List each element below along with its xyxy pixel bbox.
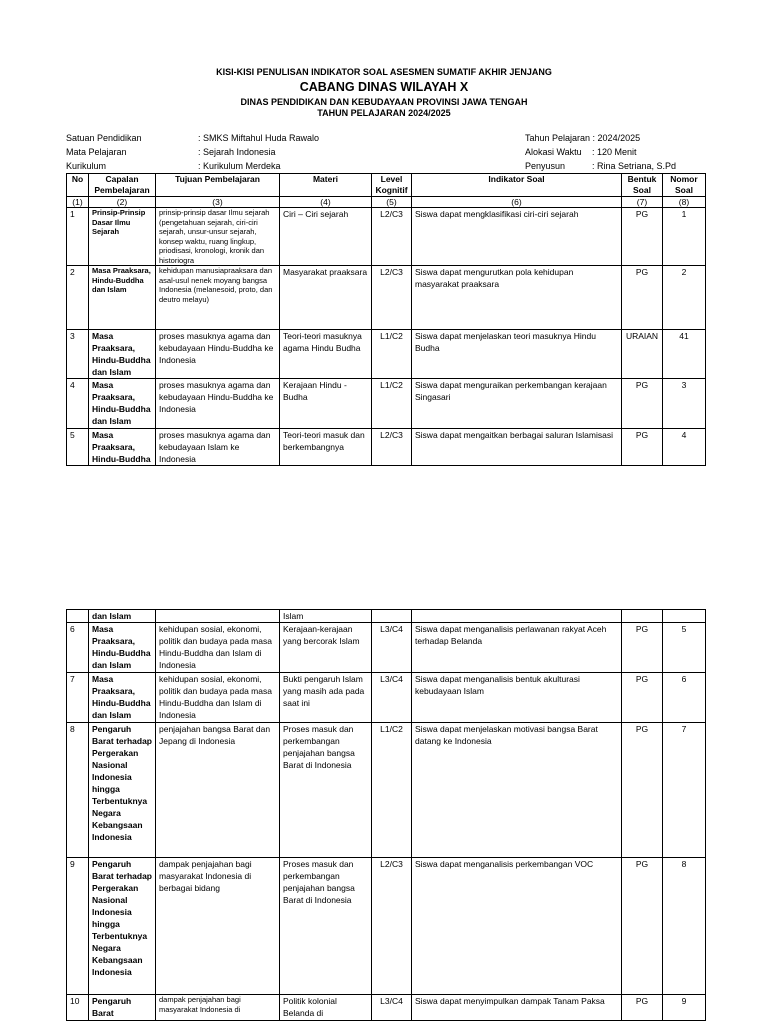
row-level: L2/C3 (372, 208, 412, 266)
row-capaian: Masa Praaksara, Hindu-Buddha (89, 429, 156, 466)
row-bentuk: PG (622, 858, 663, 995)
row-nomor: 9 (663, 995, 706, 1021)
row-capaian: dan Islam (89, 610, 156, 623)
row-bentuk: PG (622, 266, 663, 330)
row-no: 2 (67, 266, 89, 330)
row-materi: Teori-teori masuknya agama Hindu Budha (280, 330, 372, 379)
col-header-no: No (67, 174, 89, 197)
row-tujuan: dampak penjajahan bagi masyarakat Indonesia di (156, 995, 280, 1021)
row-indikator: Siswa dapat mengaitkan berbagai saluran Islamisasi (412, 429, 622, 466)
row-capaian: Pengaruh Barat (89, 995, 156, 1021)
col-number: (1) (67, 197, 89, 208)
col-number: (2) (89, 197, 156, 208)
row-capaian: Masa Praaksara, Hindu-Buddha dan Islam (89, 673, 156, 723)
col-number: (7) (622, 197, 663, 208)
row-no: 4 (67, 379, 89, 429)
row-materi: Politik kolonial Belanda di (280, 995, 372, 1021)
penyusun-value: : Rina Setriana, S.Pd (592, 161, 677, 171)
row-tujuan: kehidupan sosial, ekonomi, politik dan budaya pada masa Hindu-Buddha dan Islam di Indonesia (156, 623, 280, 673)
kisi-kisi-table-page-1 (66, 173, 706, 466)
row-indikator: Siswa dapat menjelaskan motivasi bangsa Barat datang ke Indonesia (412, 723, 622, 858)
col-number: (5) (372, 197, 412, 208)
row-indikator: Siswa dapat menyimpulkan dampak Tanam Paksa (412, 995, 622, 1021)
row-materi: Ciri – Ciri sejarah (280, 208, 372, 266)
row-capaian: Pengaruh Barat terhadap Pergerakan Nasional Indonesia hingga Terbentuknya Negara Kebangsaan Indonesia (89, 858, 156, 995)
row-no: 3 (67, 330, 89, 379)
table-row (67, 995, 706, 1021)
row-level: L1/C2 (372, 379, 412, 429)
school-year-title: TAHUN PELAJARAN 2024/2025 (317, 108, 451, 118)
mapel-value: : Sejarah Indonesia (198, 147, 276, 157)
row-capaian: Masa Praaksara, Hindu-Buddha dan Islam (89, 623, 156, 673)
row-no: 7 (67, 673, 89, 723)
table-row (67, 673, 706, 723)
row-level: L3/C4 (372, 995, 412, 1021)
row-bentuk: PG (622, 429, 663, 466)
row-no: 9 (67, 858, 89, 995)
table-row (67, 208, 706, 266)
table-row (67, 858, 706, 995)
row-bentuk: PG (622, 208, 663, 266)
row-indikator: Siswa dapat mengklasifikasi ciri-ciri sejarah (412, 208, 622, 266)
table-row (67, 623, 706, 673)
alokasi-label: Alokasi Waktu (525, 147, 582, 157)
row-bentuk: PG (622, 623, 663, 673)
row-no: 8 (67, 723, 89, 858)
table-row (67, 266, 706, 330)
table-row-continued (67, 610, 706, 623)
row-bentuk: PG (622, 673, 663, 723)
row-tujuan: proses masuknya agama dan kebudayaan Hindu-Buddha ke Indonesia (156, 330, 280, 379)
row-level: L1/C2 (372, 723, 412, 858)
row-indikator: Siswa dapat menganalisis bentuk akulturasi kebudayaan Islam (412, 673, 622, 723)
row-no: 10 (67, 995, 89, 1021)
row-nomor: 2 (663, 266, 706, 330)
row-level: L1/C2 (372, 330, 412, 379)
row-tujuan: prinsip-prinsip dasar Ilmu sejarah (pengetahuan sejarah, ciri-ciri sejarah, unsur-unsur sejarah, konsep waktu, ruang lingkup, priodisasi, kronologi, kronik dan historiogra (156, 208, 280, 266)
row-indikator: Siswa dapat mengurutkan pola kehidupan masyarakat praaksara (412, 266, 622, 330)
row-nomor: 8 (663, 858, 706, 995)
col-header-bentuk: Bentuk Soal (622, 174, 663, 197)
row-level: L3/C4 (372, 623, 412, 673)
penyusun-label: Penyusun (525, 161, 566, 171)
department-title: DINAS PENDIDIKAN DAN KEBUDAYAAN PROVINSI JAWA TENGAH (240, 97, 528, 107)
col-number: (3) (156, 197, 280, 208)
row-capaian: Pengaruh Barat terhadap Pergerakan Nasional Indonesia hingga Terbentuknya Negara Kebangsaan Indonesia (89, 723, 156, 858)
row-materi: Islam (280, 610, 372, 623)
row-tujuan: proses masuknya agama dan kebudayaan Islam ke Indonesia (156, 429, 280, 466)
table-row (67, 723, 706, 858)
col-header-nomor: Nomor Soal (663, 174, 706, 197)
row-nomor: 4 (663, 429, 706, 466)
row-nomor: 41 (663, 330, 706, 379)
row-capaian: Prinsip-Prinsip Dasar Ilmu Sejarah (89, 208, 156, 266)
col-header-capaian: Capalan Pembelajaran (89, 174, 156, 197)
col-number: (6) (412, 197, 622, 208)
table-row (67, 379, 706, 429)
row-materi: Kerajaan Hindu - Budha (280, 379, 372, 429)
row-indikator: Siswa dapat menganalisis perkembangan VOC (412, 858, 622, 995)
kurikulum-value: : Kurikulum Merdeka (198, 161, 281, 171)
row-tujuan: kehidupan sosial, ekonomi, politik dan budaya pada masa Hindu-Buddha dan Islam di Indonesia (156, 673, 280, 723)
row-indikator: Siswa dapat menguraikan perkembangan kerajaan Singasari (412, 379, 622, 429)
table-row (67, 429, 706, 466)
row-nomor: 5 (663, 623, 706, 673)
row-bentuk: PG (622, 723, 663, 858)
table-row (67, 330, 706, 379)
row-no: 1 (67, 208, 89, 266)
row-nomor: 1 (663, 208, 706, 266)
col-header-level: Level Kognitif (372, 174, 412, 197)
row-level: L2/C3 (372, 266, 412, 330)
row-capaian: Masa Praaksara, Hindu-Buddha dan Islam (89, 330, 156, 379)
kurikulum-label: Kurikulum (66, 161, 107, 171)
row-capaian: Masa Praaksara, Hindu-Buddha dan Islam (89, 379, 156, 429)
satuan-label: Satuan Pendidikan (66, 133, 142, 143)
col-number: (8) (663, 197, 706, 208)
row-nomor: 7 (663, 723, 706, 858)
row-tujuan: dampak penjajahan bagi masyarakat Indonesia di berbagai bidang (156, 858, 280, 995)
row-bentuk: PG (622, 995, 663, 1021)
row-tujuan: kehidupan manusiapraaksara dan asal-usul nenek moyang bangsa Indonesia (melanesoid, proto, dan deutro melayu) (156, 266, 280, 330)
tahun-label: Tahun Pelajaran : 2024/2025 (525, 133, 641, 143)
row-tujuan: penjajahan bangsa Barat dan Jepang di Indonesia (156, 723, 280, 858)
row-nomor: 6 (663, 673, 706, 723)
col-header-tujuan: Tujuan Pembelajaran (156, 174, 280, 197)
mapel-label: Mata Pelajaran (66, 147, 127, 157)
document-title: KISI-KISI PENULISAN INDIKATOR SOAL ASESMEN SUMATIF AKHIR JENJANG (216, 67, 552, 77)
row-level: L3/C4 (372, 673, 412, 723)
row-tujuan: proses masuknya agama dan kebudayaan Hindu-Buddha ke Indonesia (156, 379, 280, 429)
column-number-row (67, 197, 706, 208)
row-level: L2/C3 (372, 429, 412, 466)
row-capaian: Masa Praaksara, Hindu-Buddha dan Islam (89, 266, 156, 330)
satuan-value: : SMKS Miftahul Huda Rawalo (198, 133, 320, 143)
kisi-kisi-table-page-2 (66, 609, 706, 1021)
row-materi: Teori-teori masuk dan berkembangnya (280, 429, 372, 466)
row-materi: Kerajaan-kerajaan yang bercorak Islam (280, 623, 372, 673)
col-header-indikator: Indikator Soal (412, 174, 622, 197)
row-no: 5 (67, 429, 89, 466)
row-materi: Masyarakat praaksara (280, 266, 372, 330)
row-no: 6 (67, 623, 89, 673)
row-indikator: Siswa dapat menjelaskan teori masuknya Hindu Budha (412, 330, 622, 379)
row-level: L2/C3 (372, 858, 412, 995)
row-nomor: 3 (663, 379, 706, 429)
row-bentuk: URAIAN (622, 330, 663, 379)
row-bentuk: PG (622, 379, 663, 429)
col-number: (4) (280, 197, 372, 208)
row-materi: Bukti pengaruh Islam yang masih ada pada saat ini (280, 673, 372, 723)
row-materi: Proses masuk dan perkembangan penjajahan bangsa Barat di Indonesia (280, 723, 372, 858)
row-indikator: Siswa dapat menganalisis perlawanan rakyat Aceh terhadap Belanda (412, 623, 622, 673)
row-materi: Proses masuk dan perkembangan penjajahan bangsa Barat di Indonesia (280, 858, 372, 995)
agency-title: CABANG DINAS WILAYAH X (299, 80, 469, 94)
col-header-materi: Materi (280, 174, 372, 197)
table-header-row (67, 174, 706, 197)
alokasi-value: : 120 Menit (592, 147, 637, 157)
